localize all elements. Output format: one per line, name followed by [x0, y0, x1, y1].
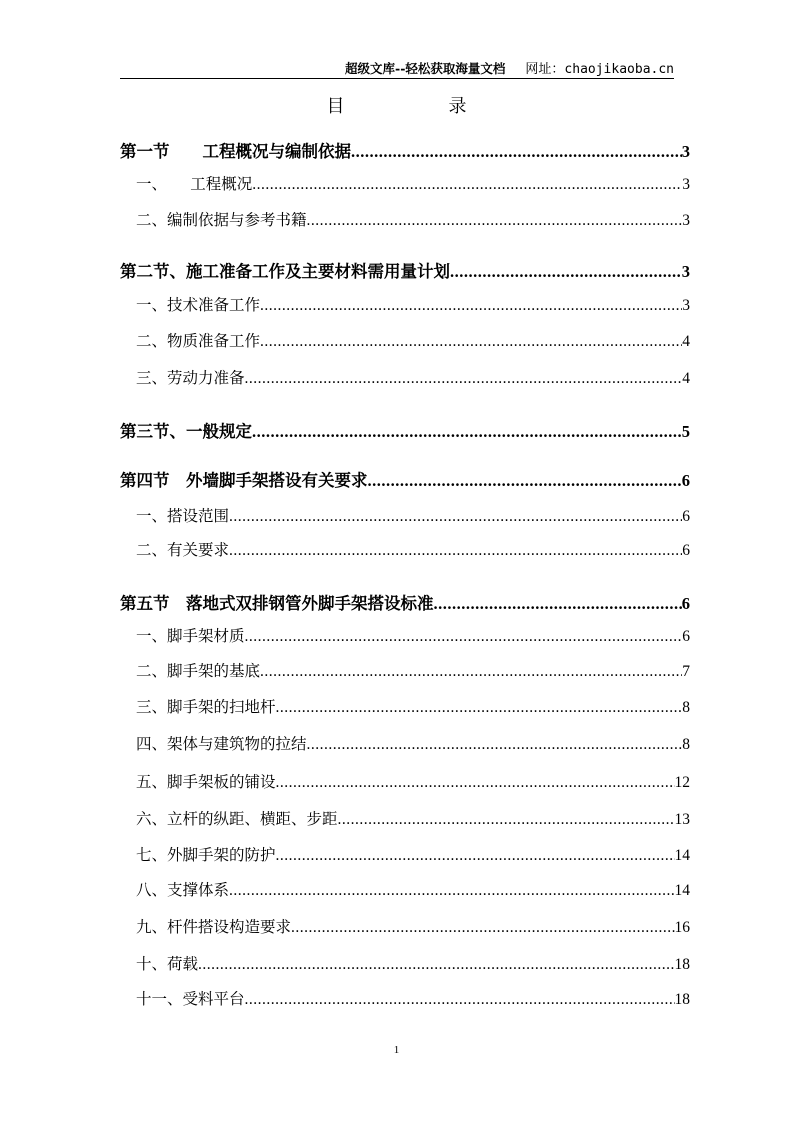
- toc-entry-page: 7: [682, 663, 690, 680]
- toc-entry-title: 三、脚手架的扫地杆: [136, 698, 276, 716]
- dot-leader: [291, 916, 674, 940]
- toc-entry[interactable]: [136, 878, 690, 902]
- toc-entry[interactable]: [120, 592, 690, 616]
- toc-entry[interactable]: [120, 140, 690, 164]
- toc-entry-page: 14: [674, 847, 690, 864]
- toc-entry[interactable]: [136, 659, 690, 683]
- toc-entry[interactable]: [136, 624, 690, 648]
- page-header: [120, 58, 674, 79]
- toc-entry-page: 3: [682, 212, 690, 229]
- toc-entry[interactable]: [120, 469, 690, 493]
- toc-entry-title: 二、编制依据与参考书籍: [136, 211, 307, 229]
- dot-leader: [450, 260, 682, 284]
- toc-entry-title: 第一节 工程概况与编制依据: [120, 142, 351, 161]
- toc-entry-title: 四、架体与建筑物的拉结: [136, 735, 307, 753]
- toc-title: [0, 92, 793, 118]
- dot-leader: [252, 420, 682, 444]
- toc-entry[interactable]: [136, 504, 690, 528]
- toc-entry-title: 一、 工程概况: [136, 175, 253, 193]
- toc-entry[interactable]: [136, 293, 690, 317]
- toc-entry-page: 14: [674, 882, 690, 899]
- dot-leader: [229, 539, 682, 563]
- dot-leader: [351, 140, 682, 164]
- toc-entry[interactable]: [136, 807, 690, 831]
- dot-leader: [245, 988, 675, 1012]
- toc-entry-page: 3: [682, 176, 690, 193]
- toc-entry-page: 6: [682, 542, 690, 559]
- toc-entry-page: 3: [682, 297, 690, 314]
- toc-entry[interactable]: [136, 538, 690, 562]
- toc-entry[interactable]: [136, 732, 690, 756]
- toc-entry-title: 五、脚手架板的铺设: [136, 773, 276, 791]
- toc-entry[interactable]: [136, 987, 690, 1011]
- dot-leader: [276, 844, 675, 868]
- toc-entry-title: 第五节 落地式双排钢管外脚手架搭设标准: [120, 594, 434, 613]
- dot-leader: [276, 696, 683, 720]
- dot-leader: [245, 625, 683, 649]
- dot-leader: [276, 771, 675, 795]
- toc-entry-page: 6: [682, 508, 690, 525]
- toc-entry-title: 第四节 外墙脚手架搭设有关要求: [120, 471, 368, 490]
- toc-entry-title: 一、搭设范围: [136, 507, 230, 525]
- toc-entry-page: 12: [674, 774, 690, 791]
- toc-entry-page: 8: [682, 736, 690, 753]
- dot-leader: [260, 294, 682, 318]
- dot-leader: [198, 953, 674, 977]
- toc-entry-title: 第二节、施工准备工作及主要材料需用量计划: [120, 262, 450, 281]
- toc-entry-page: 5: [681, 422, 690, 441]
- toc-entry-title: 十、荷载: [136, 955, 199, 973]
- toc-entry-page: 18: [674, 991, 690, 1008]
- toc-entry-page: 16: [674, 919, 690, 936]
- header-slogan: 超级文库--轻松获取海量文档: [345, 61, 506, 76]
- dot-leader: [229, 879, 674, 903]
- toc-entry-page: 6: [681, 471, 690, 490]
- toc-entry-title: 一、技术准备工作: [136, 296, 261, 314]
- dot-leader: [307, 733, 683, 757]
- toc-entry-page: 6: [681, 594, 690, 613]
- dot-leader: [368, 469, 682, 493]
- toc-entry[interactable]: [136, 952, 690, 976]
- toc-entry-title: 二、脚手架的基底: [136, 662, 261, 680]
- toc-entry[interactable]: [136, 366, 690, 390]
- toc-entry-page: 3: [681, 262, 690, 281]
- toc-entry-page: 13: [674, 811, 690, 828]
- header-url: 网址：chaojikaoba.cn: [525, 62, 674, 77]
- toc-entry[interactable]: [136, 843, 690, 867]
- toc-entry[interactable]: [136, 208, 690, 232]
- toc-entry[interactable]: [136, 695, 690, 719]
- toc-entry-title: 十一、受料平台: [136, 990, 245, 1008]
- dot-leader: [338, 808, 675, 832]
- dot-leader: [260, 330, 682, 354]
- dot-leader: [229, 505, 682, 529]
- toc-entry[interactable]: [136, 329, 690, 353]
- toc-entry[interactable]: [120, 260, 690, 284]
- toc-entry-title: 六、立杆的纵距、横距、步距: [136, 810, 338, 828]
- toc-entry-title: 八、支撑体系: [136, 881, 230, 899]
- dot-leader: [307, 209, 683, 233]
- toc-entry-title: 九、杆件搭设构造要求: [136, 918, 292, 936]
- toc-entry-title: 三、劳动力准备: [136, 369, 245, 387]
- toc-entry-title: 二、有关要求: [136, 541, 230, 559]
- toc-entry[interactable]: [136, 915, 690, 939]
- dot-leader: [245, 367, 683, 391]
- toc-entry[interactable]: [136, 172, 690, 196]
- toc-entry-page: 4: [682, 333, 690, 350]
- page-number: 1: [393, 1044, 400, 1056]
- toc-entry-title: 一、脚手架材质: [136, 627, 245, 645]
- title-char-2: 录: [448, 96, 467, 117]
- dot-leader: [260, 660, 682, 684]
- dot-leader: [434, 592, 682, 616]
- toc-entry-title: 二、物质准备工作: [136, 332, 261, 350]
- toc-entry-page: 3: [681, 142, 690, 161]
- toc-entry-title: 第三节、一般规定: [120, 422, 252, 441]
- dot-leader: [252, 173, 682, 197]
- toc-entry-page: 4: [682, 370, 690, 387]
- toc-entry-page: 18: [674, 956, 690, 973]
- title-char-1: 目: [326, 96, 345, 117]
- toc-entry-page: 6: [682, 628, 690, 645]
- toc-entry[interactable]: [136, 770, 690, 794]
- toc-entry[interactable]: [120, 420, 690, 444]
- toc-entry-page: 8: [682, 699, 690, 716]
- toc-entry-title: 七、外脚手架的防护: [136, 846, 276, 864]
